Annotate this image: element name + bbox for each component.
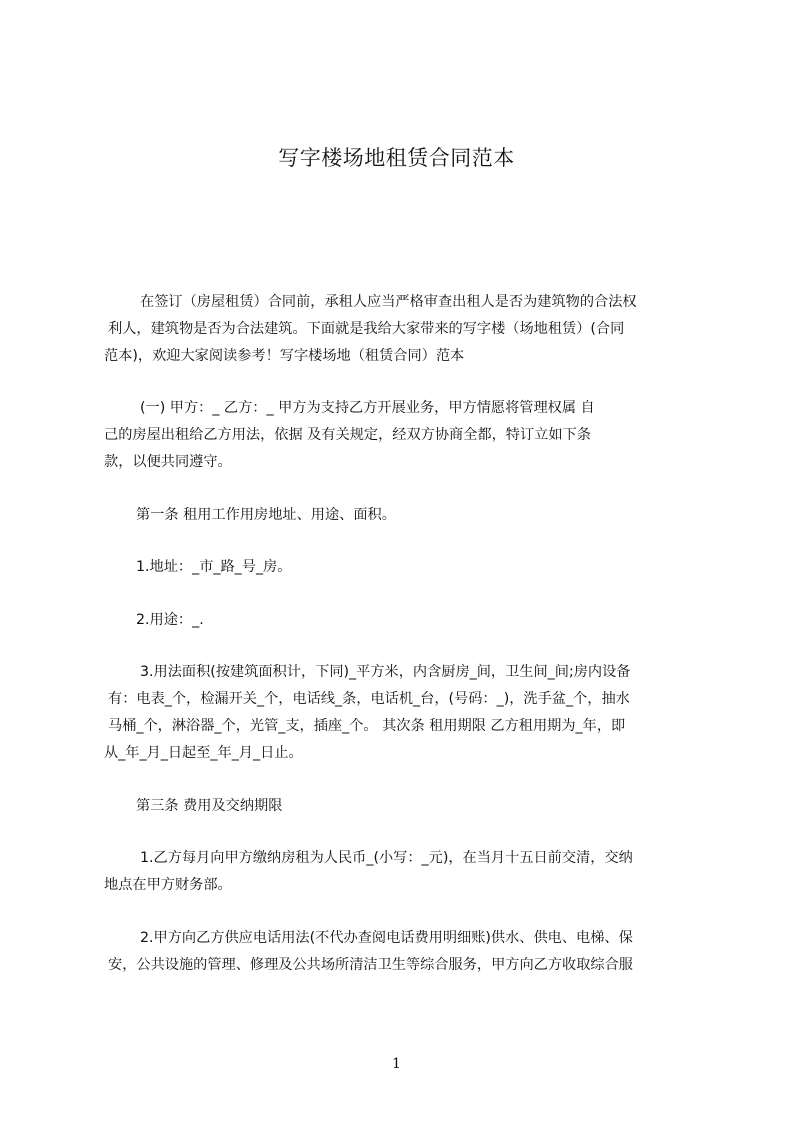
text-line: 3.用法面积(按建筑面积计，下同)_平方米，内含厨房_间，卫生间_间;房内设备 bbox=[140, 664, 631, 680]
text-line: 在签订（房屋租赁）合同前，承租人应当严格审查出租人是否为建筑物的合法权 bbox=[140, 294, 637, 310]
text-line: 地点在甲方财务部。 bbox=[104, 877, 232, 893]
text-line: 1.乙方每月向甲方缴纳房租为人民币_(小写：_元)，在当月十五日前交清，交纳 bbox=[140, 850, 633, 866]
text-line: 有：电表_个，检漏开关_个，电话线_条，电话机_台，(号码：_)，洗手盆_个，抽水 bbox=[108, 691, 630, 707]
page-number: 1 bbox=[392, 1056, 401, 1072]
text-line: 安，公共设施的管理、修理及公共场所清洁卫生等综合服务，甲方向乙方收取综合服 bbox=[108, 957, 633, 973]
text-line: 范本)，欢迎大家阅读参考！写字楼场地（租赁合同）范本 bbox=[104, 348, 465, 364]
text-line: 利人，建筑物是否为合法建筑。下面就是我给大家带来的写字楼（场地租赁）(合同 bbox=[108, 321, 625, 337]
text-line: 己的房屋出租给乙方用法，依据 及有关规定，经双方协商全都，特订立如下条 bbox=[104, 427, 591, 443]
text-line: 马桶_个，淋浴器_个，光管_支，插座_个。 其次条 租用期限 乙方租用期为_年，即 bbox=[108, 718, 626, 734]
text-line: 2.用途：_. bbox=[136, 612, 204, 628]
section-heading: 第三条 费用及交纳期限 bbox=[136, 798, 283, 814]
document-title: 写字楼场地租赁合同范本 bbox=[278, 146, 515, 170]
text-line: 1.地址：_市_路_号_房。 bbox=[136, 559, 292, 575]
text-line: (一) 甲方：_ 乙方：_ 甲方为支持乙方开展业务，甲方情愿将管理权属 自 bbox=[140, 400, 595, 416]
text-line: 从_年_月_日起至_年_月_日止。 bbox=[104, 745, 303, 761]
text-line: 2.甲方向乙方供应电话用法(不代办查阅电话费用明细账)供水、供电、电梯、保 bbox=[140, 930, 633, 946]
text-line: 款，以便共同遵守。 bbox=[104, 454, 232, 470]
section-heading: 第一条 租用工作用房地址、用途、面积。 bbox=[136, 507, 396, 523]
